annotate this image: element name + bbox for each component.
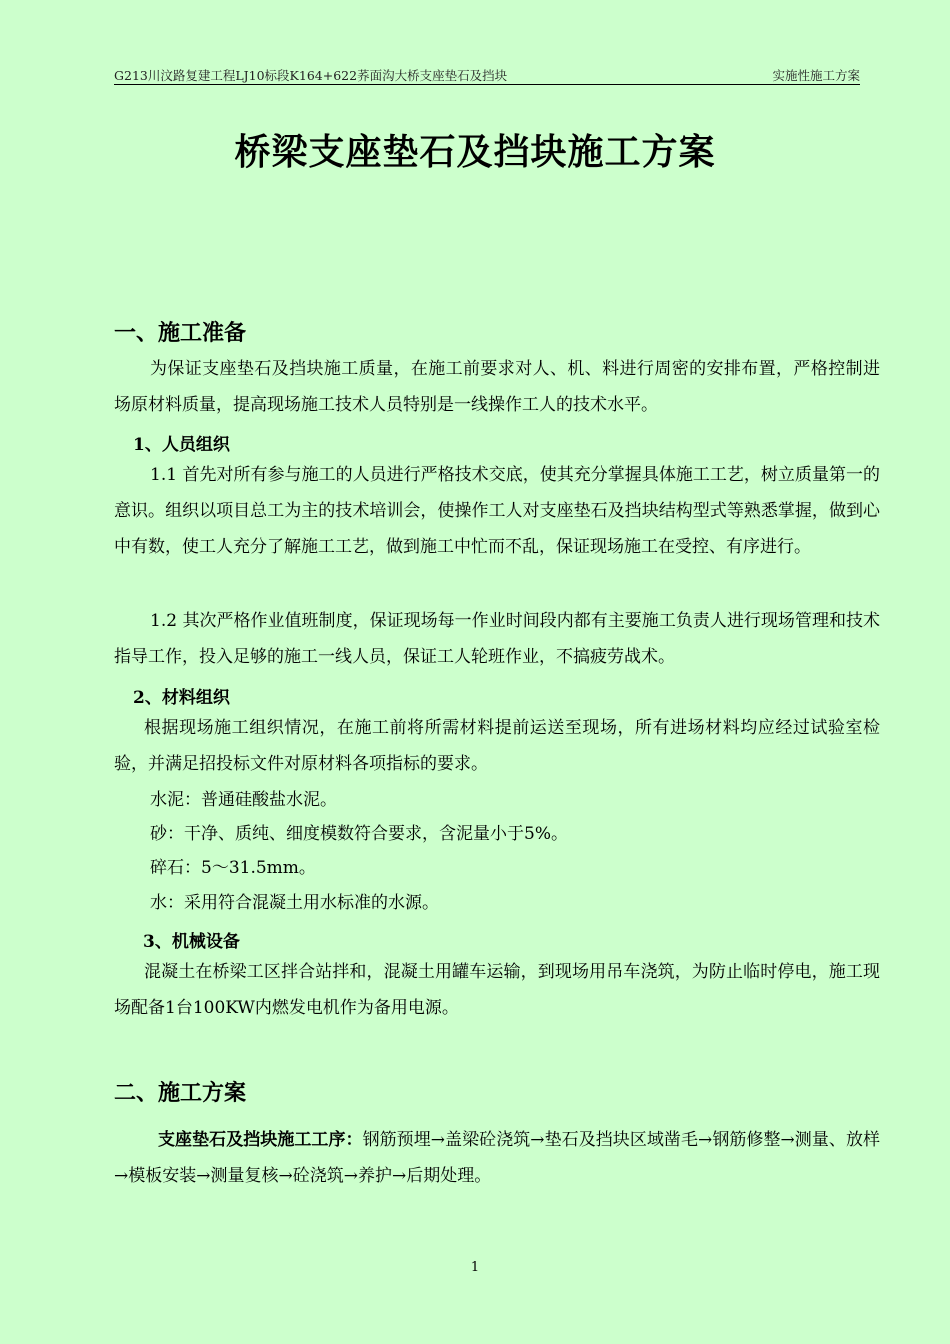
process-label: 支座垫石及挡块施工工序： <box>158 1130 363 1150</box>
header-project-title: G213川汶路复建工程LJ10标段K164+622荞面沟大桥支座垫石及挡块 <box>114 68 508 83</box>
page-header <box>114 66 860 85</box>
header-doc-type: 实施性施工方案 <box>772 68 860 83</box>
material-cement: 水泥：普通硅酸盐水泥。 <box>150 790 337 810</box>
process-steps: 钢筋预埋→盖梁砼浇筑→垫石及挡块区域凿毛→钢筋修整→测量、放样→模板安装→测量复核→砼浇筑→养护→后期处理。 <box>114 1130 880 1186</box>
equipment-paragraph: 混凝土在桥梁工区拌合站拌和，混凝土用罐车运输，到现场用吊车浇筑，为防止临时停电，施工现场配备1台100KW内燃发电机作为备用电源。 <box>114 962 880 1018</box>
section-heading-plan: 二、施工方案 <box>114 1080 247 1106</box>
materials-paragraph: 根据现场施工组织情况，在施工前将所需材料提前运送至现场，所有进场材料均应经过试验室检验，并满足招投标文件对原材料各项指标的要求。 <box>114 718 880 774</box>
personnel-paragraph-1-2: 1.2 其次严格作业值班制度，保证现场每一作业时间段内都有主要施工负责人进行现场管理和技术指导工作，投入足够的施工一线人员，保证工人轮班作业，不搞疲劳战术。 <box>114 611 880 667</box>
construction-process-paragraph <box>114 1122 880 1194</box>
subheading-personnel: 1、人员组织 <box>133 435 230 455</box>
subheading-materials: 2、材料组织 <box>133 688 230 708</box>
material-gravel: 碎石：5～31.5mm。 <box>150 858 316 878</box>
material-water: 水：采用符合混凝土用水标准的水源。 <box>150 893 439 913</box>
section-heading-preparation: 一、施工准备 <box>114 320 247 346</box>
material-sand: 砂：干净、质纯、细度模数符合要求，含泥量小于5%。 <box>150 824 568 844</box>
document-title: 桥梁支座垫石及挡块施工方案 <box>234 131 716 173</box>
preparation-intro-paragraph: 为保证支座垫石及挡块施工质量，在施工前要求对人、机、料进行周密的安排布置，严格控制进场原材料质量，提高现场施工技术人员特别是一线操作工人的技术水平。 <box>114 359 880 415</box>
personnel-paragraph-1-1: 1.1 首先对所有参与施工的人员进行严格技术交底，使其充分掌握具体施工工艺，树立质量第一的意识。组织以项目总工为主的技术培训会，使操作工人对支座垫石及挡块结构型式等熟悉掌握，做到心中有数，使工人充分了解施工工艺，做到施工中忙而不乱，保证现场施工在受控、有序进行。 <box>114 465 880 557</box>
page-number: 1 <box>470 1260 480 1275</box>
subheading-equipment: 3、机械设备 <box>143 932 240 952</box>
